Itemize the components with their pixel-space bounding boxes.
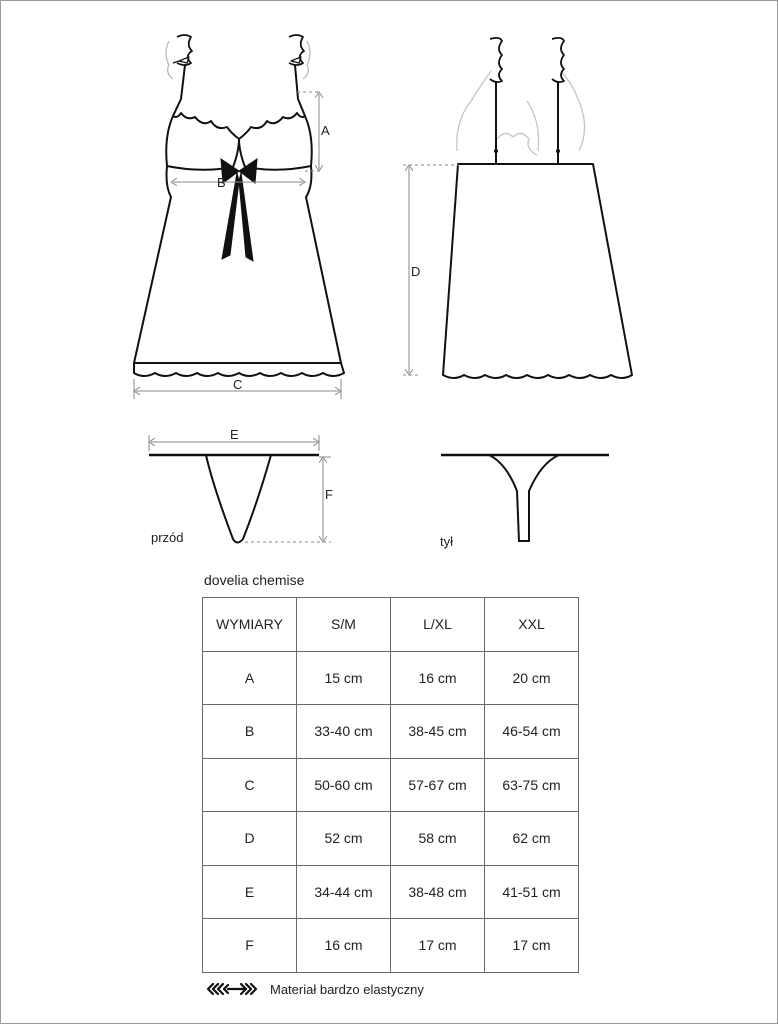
chemise-front-illustration bbox=[134, 35, 344, 376]
table-cell: 20 cm bbox=[485, 651, 579, 705]
center-bow bbox=[221, 159, 257, 261]
header-cell: L/XL bbox=[391, 598, 485, 652]
left-cup bbox=[166, 113, 239, 170]
table-cell: E bbox=[203, 865, 297, 919]
header-cell: XXL bbox=[485, 598, 579, 652]
table-cell: 62 cm bbox=[485, 812, 579, 866]
dim-label-a: A bbox=[321, 123, 330, 138]
header-cell: WYMIARY bbox=[203, 598, 297, 652]
table-cell: 17 cm bbox=[391, 919, 485, 973]
legend-text: Materiał bardzo elastyczny bbox=[270, 981, 424, 997]
garment-technical-drawing bbox=[1, 1, 778, 561]
chemise-back-illustration bbox=[443, 38, 632, 378]
table-cell: 41-51 cm bbox=[485, 865, 579, 919]
table-cell: 33-40 cm bbox=[297, 705, 391, 759]
table-cell: C bbox=[203, 758, 297, 812]
chemise-hem bbox=[134, 363, 344, 376]
dim-label-f: F bbox=[325, 487, 333, 502]
table-row bbox=[203, 705, 579, 759]
back-body bbox=[443, 164, 632, 378]
dim-label-b: B bbox=[217, 175, 226, 190]
table-cell: 57-67 cm bbox=[391, 758, 485, 812]
table-cell: 50-60 cm bbox=[297, 758, 391, 812]
table-row bbox=[203, 812, 579, 866]
back-caption: tył bbox=[440, 534, 453, 549]
table-row bbox=[203, 651, 579, 705]
table-cell: 16 cm bbox=[297, 919, 391, 973]
header-cell: S/M bbox=[297, 598, 391, 652]
thong-back-illustration bbox=[441, 455, 609, 541]
table-cell: 58 cm bbox=[391, 812, 485, 866]
legend bbox=[206, 981, 424, 997]
table-cell: 17 cm bbox=[485, 919, 579, 973]
dim-label-e: E bbox=[230, 427, 239, 442]
table-title: dovelia chemise bbox=[204, 572, 305, 588]
table-row bbox=[203, 865, 579, 919]
table-cell: 52 cm bbox=[297, 812, 391, 866]
table-cell: 15 cm bbox=[297, 651, 391, 705]
table-cell: B bbox=[203, 705, 297, 759]
table-cell: F bbox=[203, 919, 297, 973]
dim-label-c: C bbox=[233, 377, 243, 392]
table-cell: 34-44 cm bbox=[297, 865, 391, 919]
table-row bbox=[203, 758, 579, 812]
size-table bbox=[202, 597, 579, 973]
table-cell: 16 cm bbox=[391, 651, 485, 705]
table-cell: 38-48 cm bbox=[391, 865, 485, 919]
dimension-lines bbox=[134, 92, 459, 542]
table-header-row bbox=[203, 598, 579, 652]
stretch-arrows-icon bbox=[206, 981, 258, 997]
table-cell: 46-54 cm bbox=[485, 705, 579, 759]
front-caption: przód bbox=[151, 530, 184, 545]
table-row bbox=[203, 919, 579, 973]
dim-label-d: D bbox=[411, 264, 421, 279]
table-cell: 63-75 cm bbox=[485, 758, 579, 812]
table-cell: A bbox=[203, 651, 297, 705]
table-cell: 38-45 cm bbox=[391, 705, 485, 759]
right-cup bbox=[239, 113, 312, 170]
table-cell: D bbox=[203, 812, 297, 866]
